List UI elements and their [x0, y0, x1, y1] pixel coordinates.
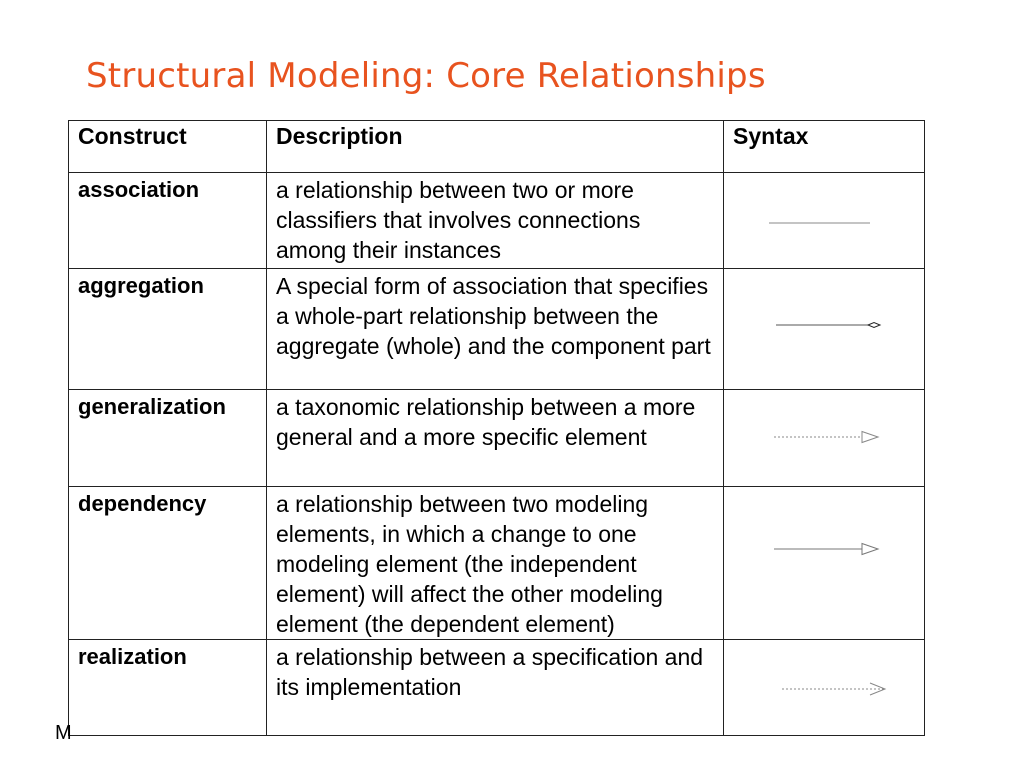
syntax-cell: [724, 173, 925, 269]
table-row: [69, 640, 925, 736]
header-syntax: Syntax: [724, 121, 925, 173]
table-row: [69, 390, 925, 487]
syntax-cell: [724, 390, 925, 487]
syntax-cell: [724, 640, 925, 736]
footer-fragment: M: [55, 722, 72, 744]
syntax-cell: [724, 487, 925, 640]
table-row: [69, 487, 925, 640]
description-cell: a relationship between two modeling elements, in which a change to one modeling element (the independent element) will affect the other modeling element (the dependent element): [267, 487, 724, 640]
construct-cell: association: [69, 173, 267, 269]
dashed-open-arrow-icon: [724, 640, 924, 736]
construct-cell: generalization: [69, 390, 267, 487]
table-header-row: [69, 121, 925, 173]
construct-cell: dependency: [69, 487, 267, 640]
solid-line-icon: [724, 173, 924, 269]
diamond-line-icon: [724, 269, 924, 390]
header-construct: Construct: [69, 121, 267, 173]
syntax-cell: [724, 269, 925, 390]
slide-title: Structural Modeling: Core Relationships: [86, 56, 766, 96]
description-cell: a relationship between two or more classifiers that involves connections among their instances: [267, 173, 724, 269]
table-row: [69, 173, 925, 269]
relationships-table: [68, 120, 925, 736]
description-cell: a taxonomic relationship between a more general and a more specific element: [267, 390, 724, 487]
description-cell: A special form of association that specifies a whole-part relationship between the aggregate (whole) and the component part: [267, 269, 724, 390]
description-cell: a relationship between a specification and its implementation: [267, 640, 724, 736]
dashed-hollow-arrow-icon: [724, 390, 924, 487]
construct-cell: realization: [69, 640, 267, 736]
table-row: [69, 269, 925, 390]
solid-hollow-arrow-icon: [724, 487, 924, 637]
construct-cell: aggregation: [69, 269, 267, 390]
header-description: Description: [267, 121, 724, 173]
